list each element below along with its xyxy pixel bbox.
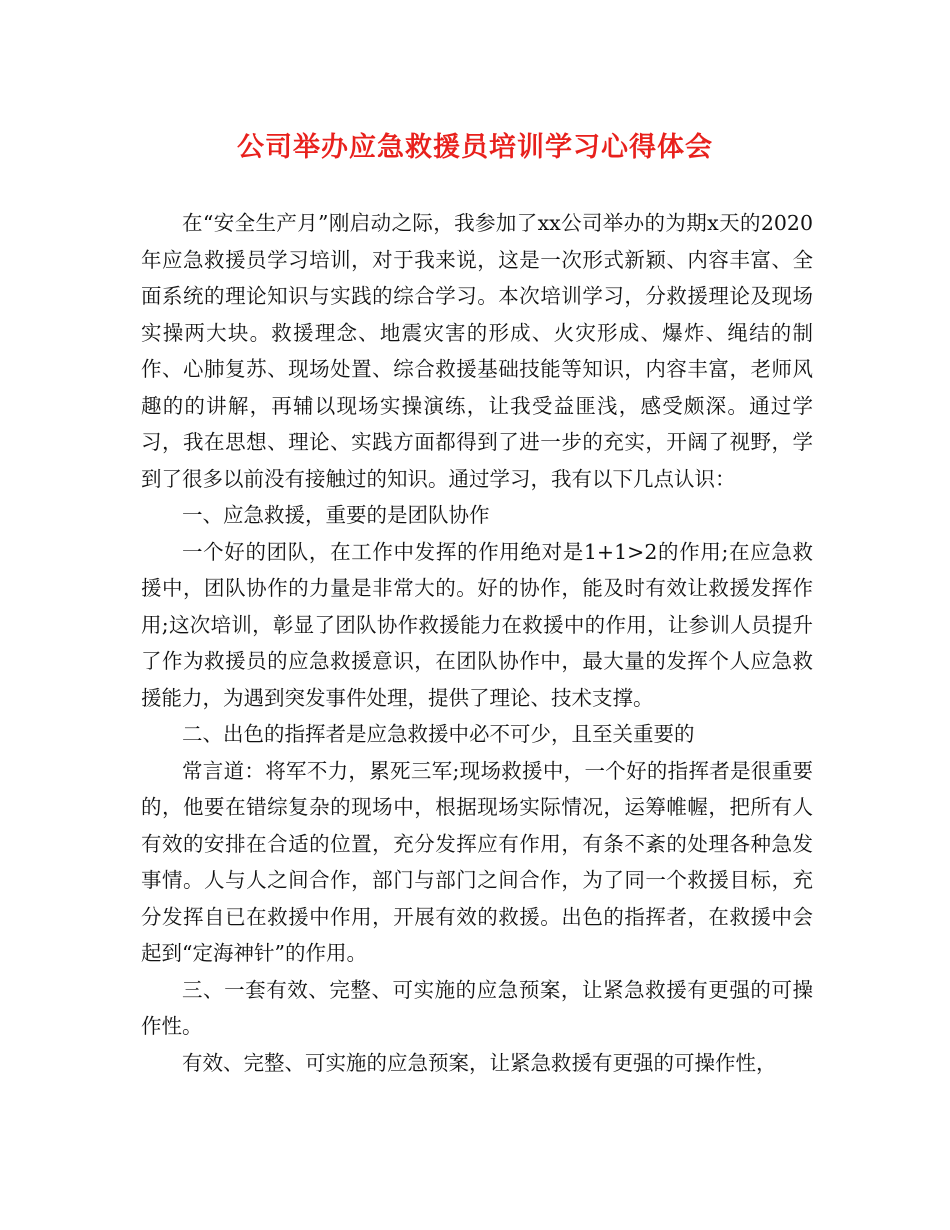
document-body xyxy=(141,205,813,1081)
heading-teamwork: 一、应急救援，重要的是团队协作 xyxy=(182,503,490,527)
paragraph-emergency-plan: 有效、完整、可实施的应急预案，让紧急救援有更强的可操作性， xyxy=(182,1050,777,1075)
heading-commander: 二、出色的指挥者是应急救援中必不可少，且至关重要的 xyxy=(182,722,695,746)
paragraph-teamwork: 一个好的团队，在工作中发挥的作用绝对是1+1>2的作用;在应急救援中，团队协作的力量是非常大的。好的协作，能及时有效让救援发挥作用;这次培训，彰显了团队协作救援能力在救援中的作用，让参训人员提升了作为救援员的应急救援意识，在团队协作中，最大量的发挥个人应急救援能力，为遇到突发事件处理，提供了理论、技术支撑。 xyxy=(141,539,813,710)
paragraph-intro: 在“安全生产月”刚启动之际，我参加了xx公司举办的为期x天的2020年应急救援员学习培训，对于我来说，这是一次形式新颖、内容丰富、全面系统的理论知识与实践的综合学习。本次培训学习，分救援理论及现场实操两大块。救援理念、地震灾害的形成、火灾形成、爆炸、绳结的制作、心肺复苏、现场处置、综合救援基础技能等知识，内容丰富，老师风趣的的讲解，再辅以现场实操演练，让我受益匪浅，感受颇深。通过学习，我在思想、理论、实践方面都得到了进一步的充实，开阔了视野，学到了很多以前没有接触过的知识。通过学习，我有以下几点认识： xyxy=(141,211,813,491)
document-title: 公司举办应急救援员培训学习心得体会 xyxy=(237,132,713,163)
heading-emergency-plan: 三、一套有效、完整、可实施的应急预案，让紧急救援有更强的可操作性。 xyxy=(141,977,813,1038)
paragraph-commander: 常言道：将军不力，累死三军;现场救援中，一个好的指挥者是很重要的，他要在错综复杂的现场中，根据现场实际情况，运筹帷幄，把所有人有效的安排在合适的位置，充分发挥应有作用，有条不紊的处理各种急发事情。人与人之间合作，部门与部门之间合作，为了同一个救援目标，充分发挥自已在救援中作用，开展有效的救援。出色的指挥者，在救援中会起到“定海神针”的作用。 xyxy=(141,758,813,965)
